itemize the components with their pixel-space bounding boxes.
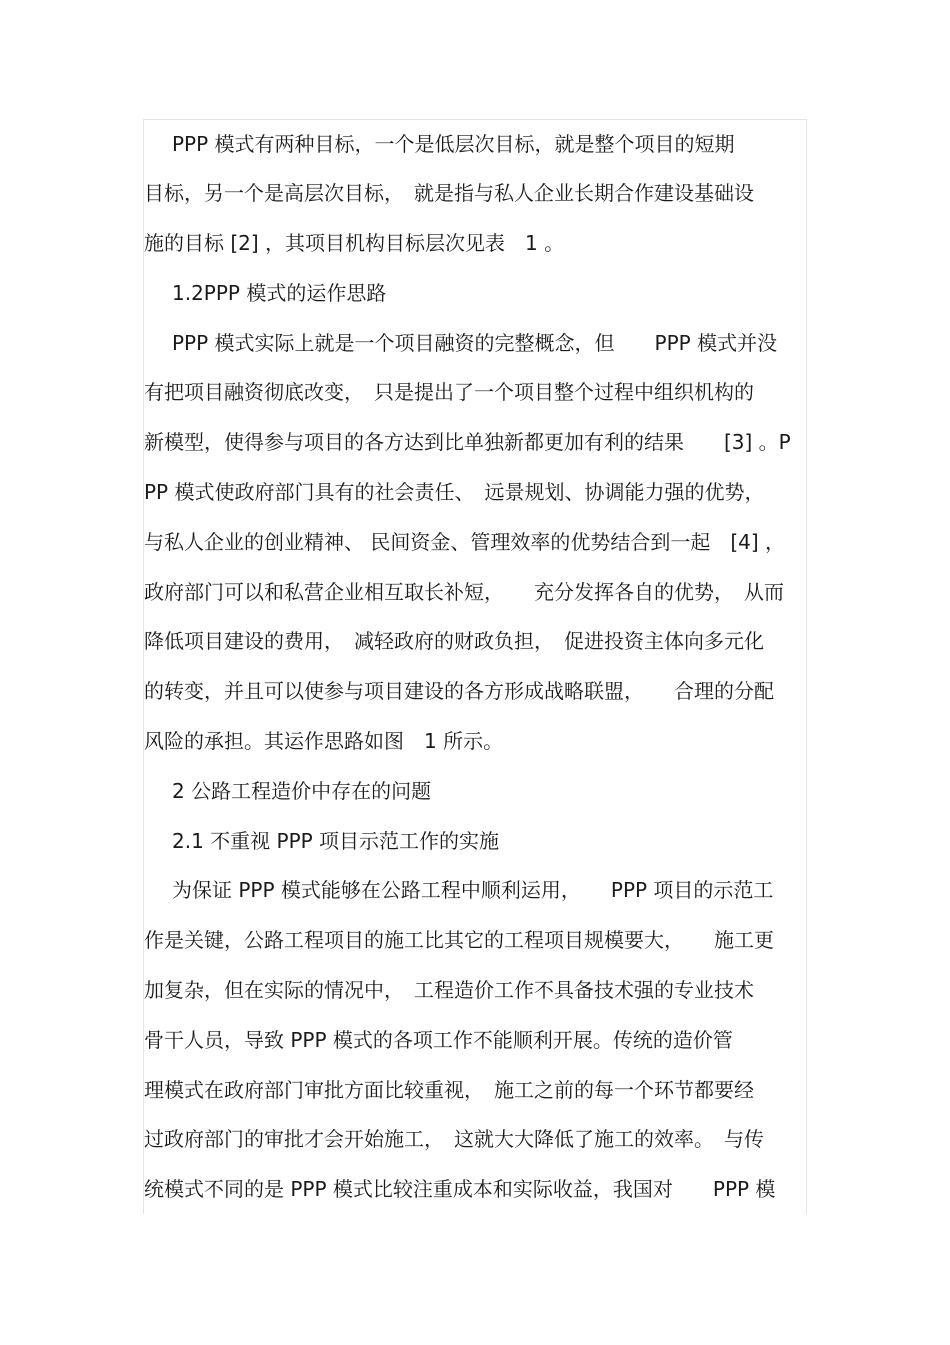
paragraph-line: 的转变，并且可以使参与项目建设的各方形成战略联盟， 合理的分配 (144, 679, 774, 703)
section-heading: 1.2PPP 模式的运作思路 (172, 281, 387, 305)
paragraph-line: 统模式不同的是 PPP 模式比较注重成本和实际收益，我国对 PPP 模 (144, 1177, 776, 1201)
paragraph-line: 风险的承担。其运作思路如图 1 所示。 (144, 729, 504, 753)
subsection-heading: 2.1 不重视 PPP 项目示范工作的实施 (172, 829, 500, 853)
paragraph-line: 与私人企业的创业精神、 民间资金、管理效率的优势结合到一起 [4] ， (144, 530, 786, 554)
paragraph-line: 目标，另一个是高层次目标， 就是指与私人企业长期合作建设基础设 (144, 181, 754, 205)
paragraph-line: 作是关键，公路工程项目的施工比其它的工程项目规模要大， 施工更 (144, 928, 774, 952)
paragraph-line: PP 模式使政府部门具有的社会责任、 远景规划、协调能力强的优势， (144, 480, 765, 504)
section-heading: 2 公路工程造价中存在的问题 (172, 779, 432, 803)
paragraph-line: 过政府部门的审批才会开始施工， 这就大大降低了施工的效率。 与传 (144, 1127, 764, 1151)
paragraph-line: 政府部门可以和私营企业相互取长补短， 充分发挥各自的优势， 从而 (144, 580, 784, 604)
paragraph-line: 有把项目融资彻底改变， 只是提出了一个项目整个过程中组织机构的 (144, 380, 754, 404)
paragraph-line: 理模式在政府部门审批方面比较重视， 施工之前的每一个环节都要经 (144, 1078, 754, 1102)
paragraph-line: 为保证 PPP 模式能够在公路工程中顺利运用， PPP 项目的示范工 (172, 878, 774, 902)
paragraph-line: 新模型，使得参与项目的各方达到比单独新都更加有利的结果 [3] 。P (144, 430, 791, 454)
paragraph-line: 骨干人员，导致 PPP 模式的各项工作不能顺利开展。传统的造价管 (144, 1028, 733, 1052)
paragraph-line: 降低项目建设的费用， 减轻政府的财政负担， 促进投资主体向多元化 (144, 629, 764, 653)
paragraph-line: 施的目标 [2] ，其项目机构目标层次见表 1 。 (144, 231, 565, 255)
paragraph-line: 加复杂，但在实际的情况中， 工程造价工作不具备技术强的专业技术 (144, 978, 754, 1002)
paragraph-line: PPP 模式有两种目标，一个是低层次目标，就是整个项目的短期 (172, 132, 735, 156)
paragraph-line: PPP 模式实际上就是一个项目融资的完整概念，但 PPP 模式并没 (172, 331, 778, 355)
